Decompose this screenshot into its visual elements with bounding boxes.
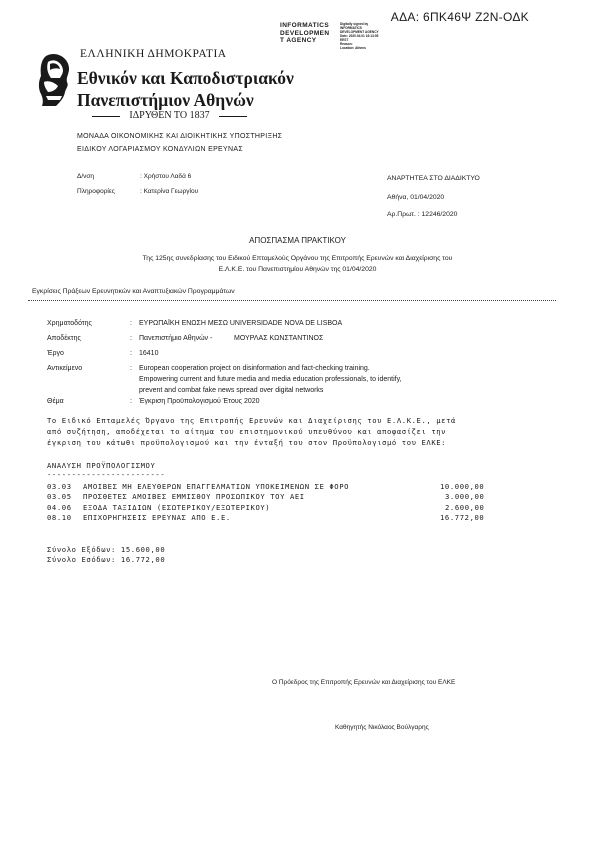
founded-rule-left [92, 116, 120, 117]
budget-row-amount: 3.000,00 [445, 492, 485, 501]
topic-value: Έγκριση Προϋπολογισμού Έτους 2020 [139, 398, 260, 405]
total-income: Σύνολο Εσόδων: 16.772,00 [47, 555, 166, 564]
recipient-value: Πανεπιστήμιο Αθηνών - [139, 335, 213, 342]
budget-row-amount: 10.000,00 [440, 482, 485, 491]
budget-row-desc: ΑΜΟΙΒΕΣ ΜΗ ΕΛΕΥΘΕΡΩΝ ΕΠΑΓΓΕΛΜΑΤΙΩΝ ΥΠΟΚΕΙΜΕΝΩΝ ΣΕ ΦΟΡΟ [83, 482, 350, 491]
signature-stamp-label: INFORMATICS DEVELOPMEN T AGENCY [280, 22, 330, 45]
address-label: Δ/νση [77, 173, 95, 180]
signatory-name: Καθηγητής Νικόλαος Βούλγαρης [335, 724, 429, 731]
subject-label: Αντικείμενο [47, 365, 83, 372]
section-heading: Εγκρίσεις Πράξεων Ερευνητικών και Αναπτυξιακών Προγραμμάτων [32, 288, 235, 295]
project-label: Έργο [47, 350, 64, 357]
meeting-line1: Της 125ης συνεδρίασης του Ειδικού Επταμελούς Οργάνου της Επιτροπής Ερευνών και Διαχείρισης του [142, 255, 453, 262]
budget-row-code: 04.06 [47, 503, 72, 512]
info-value: : Κατερίνα Γεωργίου [140, 188, 199, 195]
recipient-colon: : [130, 335, 132, 342]
funder-colon: : [130, 320, 132, 327]
decision-line3: έγκριση του κάτωθι προϋπολογισμού και την ένταξή του στον Προϋπολογισμό του ΕΛΚΕ: [47, 438, 447, 447]
budget-row-desc: ΕΞΟΔΑ ΤΑΞΙΔΙΩΝ (ΕΣΩΤΕΡΙΚΟΥ/ΕΞΩΤΕΡΙΚΟΥ) [83, 503, 271, 512]
total-expenses: Σύνολο Εξόδων: 15.600,00 [47, 545, 166, 554]
signatory-role: Ο Πρόεδρος της Επιτροπής Ερευνών και Διαχείρισης του ΕΛΚΕ [272, 679, 456, 686]
budget-row-desc: ΠΡΟΣΘΕΤΕΣ ΑΜΟΙΒΕΣ ΕΜΜΙΣΘΟΥ ΠΡΟΣΩΠΙΚΟΥ ΤΟΥ ΑΕΙ [83, 492, 305, 501]
project-value: 16410 [139, 350, 159, 357]
subject-line3: prevent and combat fake news spread over digital networks [139, 387, 324, 394]
info-label: Πληροφορίες [77, 188, 115, 195]
budget-row-amount: 2.600,00 [445, 503, 485, 512]
budget-row-code: 03.03 [47, 482, 72, 491]
meeting-line2: Ε.Λ.Κ.Ε. του Πανεπιστημίου Αθηνών της 01/04/2020 [218, 266, 377, 273]
university-name-line2: Πανεπιστήμιον Αθηνών [77, 90, 254, 110]
budget-row-amount: 16.772,00 [440, 513, 485, 522]
topic-label: Θέμα [47, 398, 64, 405]
post-online-notice: ΑΝΑΡΤΗΤΕΑ ΣΤΟ ΔΙΑΔΙΚΤΥΟ [387, 175, 480, 182]
budget-heading: ΑΝΑΛΥΣΗ ΠΡΟΫΠΟΛΟΓΙΣΜΟΥ [47, 461, 156, 470]
project-colon: : [130, 350, 132, 357]
recipient-label: Αποδέκτης [47, 335, 81, 342]
recipient-person: ΜΟΥΡΛΑΣ ΚΩΝΣΤΑΝΤΙΝΟΣ [234, 335, 324, 342]
subject-colon: : [130, 365, 132, 372]
subject-line2: Empowering current and future media and media education professionals, to identify, [139, 376, 402, 383]
document-title: ΑΠΟΣΠΑΣΜΑ ΠΡΑΚΤΙΚΟΥ [249, 236, 346, 245]
topic-colon: : [130, 398, 132, 405]
hellenic-republic: ΕΛΛΗΝΙΚΗ ΔΗΜΟΚΡΑΤΙΑ [80, 48, 227, 60]
decision-line1: Το Ειδικό Επταμελές Όργανο της Επιτροπής Ερευνών και Διαχείρισης του Ε.Λ.Κ.Ε., μετά [47, 416, 456, 425]
document-date: Αθήνα, 01/04/2020 [387, 194, 445, 201]
funder-value: ΕΥΡΩΠΑΪΚΗ ΕΝΩΣΗ ΜΕΣΩ UNIVERSIDADE NOVA DE LISBOA [139, 320, 343, 327]
budget-row-code: 08.10 [47, 513, 72, 522]
university-seal-icon [36, 52, 72, 110]
funder-label: Χρηματοδότης [47, 320, 92, 327]
budget-row-code: 03.05 [47, 492, 72, 501]
unit-name: ΜΟΝΑΔΑ ΟΙΚΟΝΟΜΙΚΗΣ ΚΑΙ ΔΙΟΙΚΗΤΙΚΗΣ ΥΠΟΣΤΗΡΙΞΗΣ ΕΙΔΙΚΟΥ ΛΟΓΑΡΙΑΣΜΟΥ ΚΟΝΔΥΛΙΩΝ ΕΡΕΥΝΑΣ [77, 133, 283, 153]
budget-rule: ------------------------ [47, 470, 166, 479]
protocol-number: Αρ.Πρωτ. : 12246/2020 [387, 211, 458, 218]
founded-line: ΙΔΡΥΘΕΝ ΤΟ 1837 [92, 110, 247, 121]
section-divider [28, 300, 556, 301]
budget-row-desc: ΕΠΙΧΟΡΗΓΗΣΕΙΣ ΕΡΕΥΝΑΣ ΑΠΟ Ε.Ε. [83, 513, 231, 522]
signature-stamp-details: Digitally signed by INFORMATICS DEVELOPMENT AGENCY Date: 2020.04.01 16:13:05 EEST Reason: Location: Athens [340, 22, 379, 50]
subject-line1: European cooperation project on disinformation and fact-checking training. [139, 365, 370, 372]
decision-line2: από συζήτηση, αποδέχεται το αίτημα του επιστημονικού υπευθύνου και αποφασίζει την [47, 427, 447, 436]
ada-code: ΑΔΑ: 6ΠΚ46Ψ Ζ2Ν-ΟΔΚ [390, 10, 529, 24]
address-value: : Χρήστου Λαδά 6 [140, 173, 192, 180]
university-name-line1: Εθνικόν και Καποδιστριακόν [77, 68, 294, 88]
founded-rule-right [219, 116, 247, 117]
